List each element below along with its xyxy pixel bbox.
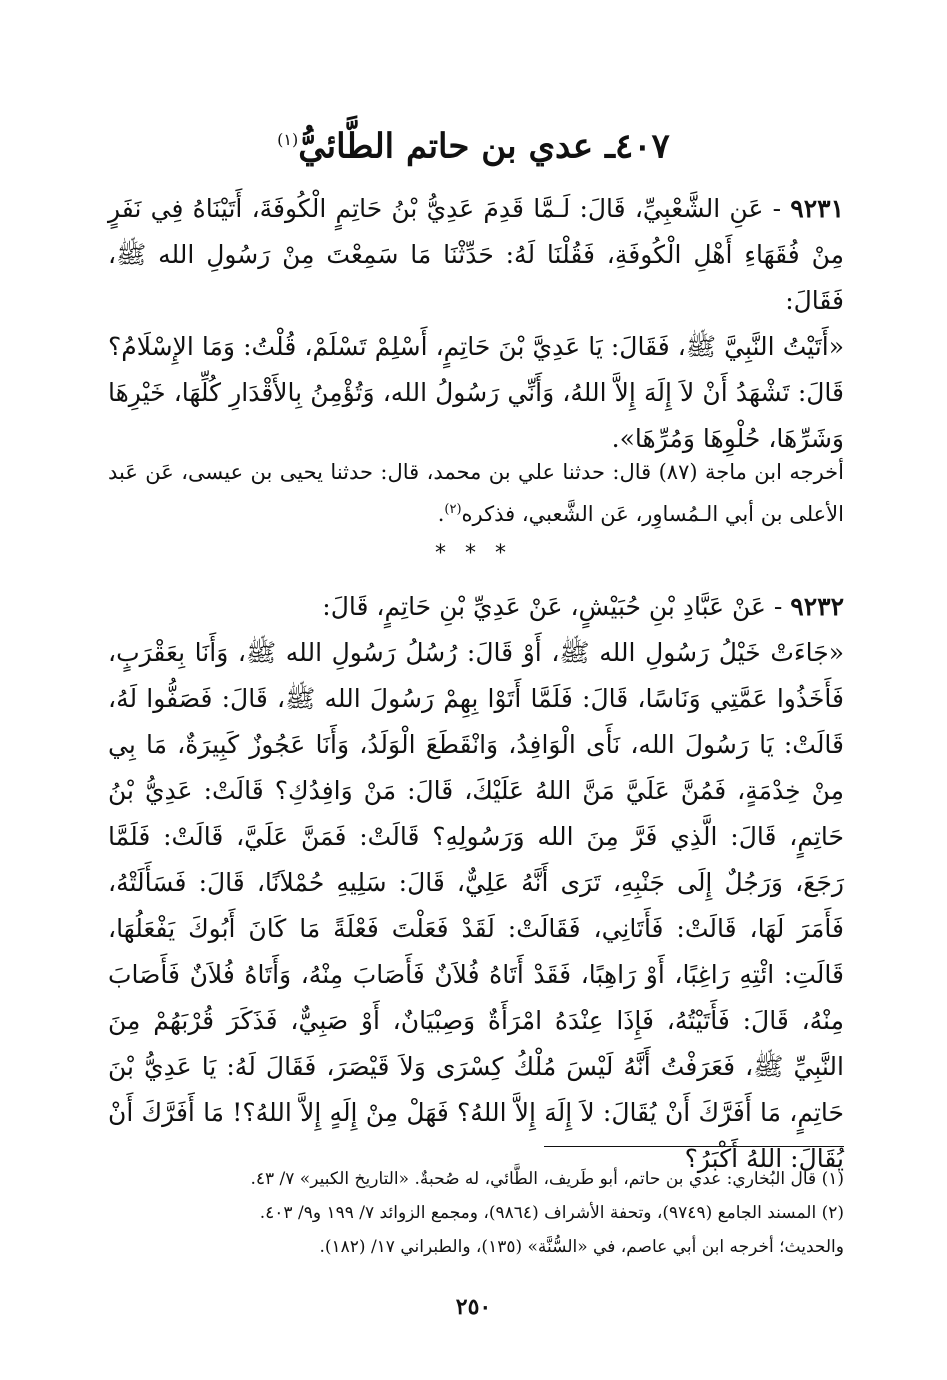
hadith-9232-isnad: ٩٢٣٢ - عَنْ عَبَّادِ بْنِ حُبَيْشٍ، عَنْ عَدِيِّ بْنِ حَاتِمٍ، قَالَ: (322, 592, 844, 621)
page-number: ٢٥٠ (455, 1294, 492, 1320)
section-separator: * * * (435, 541, 512, 566)
footnotes (108, 1162, 844, 1264)
footnote-ref-2[interactable]: (٢) (444, 502, 462, 517)
footnote-ref-1[interactable]: (١) (277, 130, 299, 149)
chapter-name: عدي بن حاتم الطَّائيُّ (298, 126, 594, 167)
chapter-number: ٤٠٧ (615, 126, 670, 167)
hadith-number: ٩٢٣٢ (790, 592, 844, 621)
hadith-9231-isnad: ٩٢٣١ - عَنِ الشَّعْبِيِّ، قَالَ: لَـمَّا قَدِمَ عَدِيُّ بْنُ حَاتِمٍ الْكُوفَةَ، أَتَيْنَاهُ فِي نَفَرٍ مِنْ فُقَهَاءِ أَهْلِ الْكُوفَةِ، فَقُلْنَا لَهُ: حَدِّثْنَا مَا سَمِعْتَ مِنْ رَسُولِ الله ﷺ، فَقَالَ: (108, 194, 844, 315)
footnote-2-continued: والحديث؛ أخرجه ابن أبي عاصم، في «السُّنَّة» (١٣٥)، والطبراني ١٧/ (١٨٢). (319, 1237, 844, 1257)
hadith-number: ٩٢٣١ (790, 194, 844, 223)
footnote-2: (٢) المسند الجامع (٩٧٤٩)، وتحفة الأشراف (٩٨٦٤)، ومجمع الزوائد ٧/ ١٩٩ و٩/ ٤٠٣. (259, 1203, 844, 1223)
hadith-9231-matn: «أَتَيْتُ النَّبِيَّ ﷺ، فَقَالَ: يَا عَدِيَّ بْنَ حَاتِمٍ، أَسْلِمْ تَسْلَمْ، قُلْتُ: وَمَا الإِسْلَامُ؟ قَالَ: تَشْهَدُ أَنْ لاَ إِلَهَ إِلاَّ اللهُ، وَأَنِّي رَسُولُ الله، وَتُؤْمِنُ بِالأَقْدَارِ كُلِّهَا، خَيْرِهَا وَشَرِّهَا، حُلْوِهَا وَمُرِّهَا». (108, 332, 844, 453)
hadith-9232 (108, 584, 844, 1182)
footnote-divider (544, 1146, 844, 1147)
hadith-9231-source: أخرجه ابن ماجة (٨٧) قال: حدثنا علي بن محمد، قال: حدثنا يحيى بن عيسى، عَن عَبد الأعلى بن أبي الـمُساوِر، عَن الشَّعبي، فذكره$^{(٢)}$. (108, 460, 844, 526)
chapter-title: ٤٠٧ـ عدي بن حاتم الطَّائيُّ$^{(١)}$ (277, 126, 670, 167)
hadith-9232-matn: «جَاءَتْ خَيْلُ رَسُولِ الله ﷺ، أَوْ قَالَ: رُسُلُ رَسُولِ الله ﷺ، وَأَنَا بِعَقْرَبٍ، فَأَخَذُوا عَمَّتِي وَنَاسًا، قَالَ: فَلَمَّا أَتَوْا بِهِمْ رَسُولَ الله ﷺ، قَالَ: فَصَفُّوا لَهُ، قَالَتْ: يَا رَسُولَ الله، نَأَى الْوَافِدُ، وَانْقَطَعَ الْوَلَدُ، وَأَنَا عَجُوزٌ كَبِيرَةٌ، مَا بِي مِنْ خِدْمَةٍ، فَمُنَّ عَلَيَّ مَنَّ اللهُ عَلَيْكَ، قَالَ: مَنْ وَافِدُكِ؟ قَالَتْ: عَدِيُّ بْنُ حَاتِمٍ، قَالَ: الَّذِي فَرَّ مِنَ الله وَرَسُولِهِ؟ قَالَتْ: فَمَنَّ عَلَيَّ، قَالَتْ: فَلَمَّا رَجَعَ، وَرَجُلٌ إِلَى جَنْبِهِ، تَرَى أَنَّهُ عَلِيٌّ، قَالَ: سَلِيهِ حُمْلاَنًا، قَالَ: فَسَأَلَتْهُ، فَأَمَرَ لَهَا، قَالَتْ: فَأَتَانِي، فَقَالَتْ: لَقَدْ فَعَلْتَ فَعْلَةً مَا كَانَ أَبُوكَ يَفْعَلُهَا، قَالَتِ: ائْتِهِ رَاغِبًا، أَوْ رَاهِبًا، فَقَدْ أَتَاهُ فُلاَنٌ فَأَصَابَ مِنْهُ، وَأَتَاهُ فُلاَنٌ فَأَصَابَ مِنْهُ، قَالَ: فَأَتَيْتُهُ، فَإِذَا عِنْدَهُ امْرَأَةٌ وَصِبْيَانٌ، أَوْ صَبِيٌّ، فَذَكَرَ قُرْبَهُمْ مِنَ النَّبِيِّ ﷺ، فَعَرَفْتُ أَنَّهُ لَيْسَ مُلْكُ كِسْرَى وَلاَ قَيْصَرَ، فَقَالَ لَهُ: يَا عَدِيُّ بْنَ حَاتِمٍ، مَا أَفَرَّكَ أَنْ يُقَالَ: لاَ إِلَهَ إِلاَّ اللهُ؟ فَهَلْ مِنْ إِلَهٍ إِلاَّ اللهُ؟! مَا أَفَرَّكَ أَنْ يُقَالَ: اللهُ أَكْبَرُ؟ (108, 638, 844, 1173)
footnote-1: (١) قال البُخاري: عدي بن حاتم، أبو طَريف، الطَّائي، له صُحبةٌ. «التاريخ الكبير» ٧/ ٤٣. (250, 1169, 844, 1189)
hadith-9231 (108, 186, 844, 462)
